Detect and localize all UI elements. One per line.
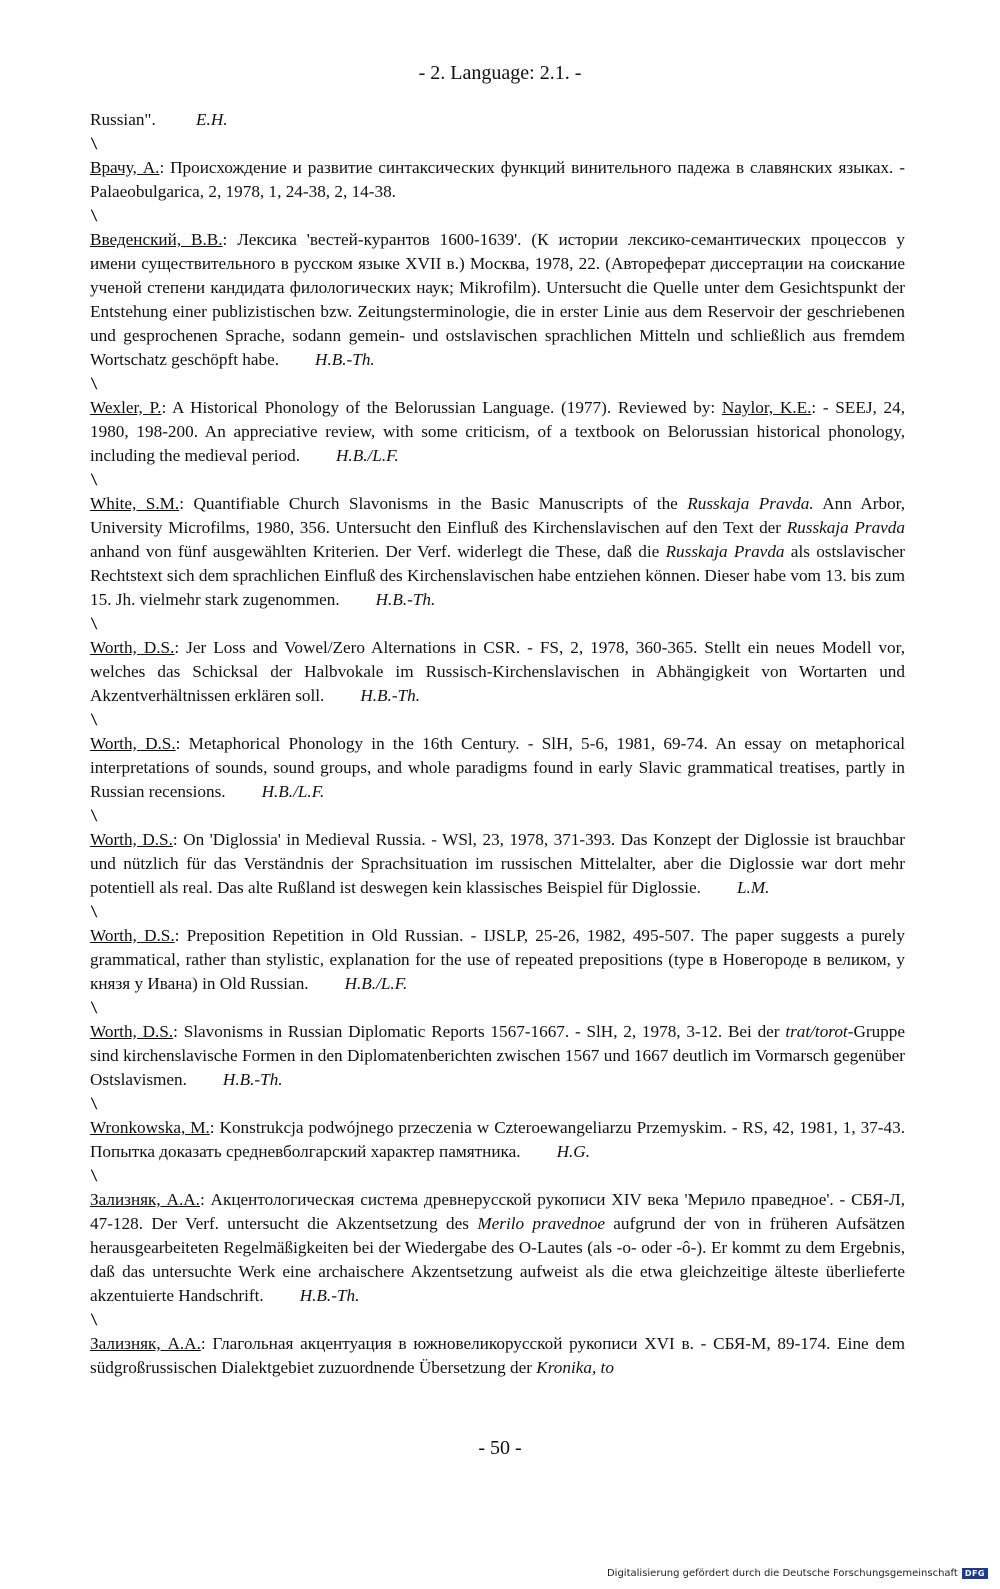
entry-text: : Konstrukcja podwójnego przeczenia w Czteroewangeliarzu Przemyskim. - RS, 42, 1981, 1, 37-43. Попытка доказать средневболгарский характер памятника.	[90, 1118, 905, 1161]
entry-text: als ostslavischer Rechtstext sich dem sprachlichen Einfluß des Kirchenslavischen habe entziehen können. Dieser habe vom 13. bis zum 15. Jh. vielmehr stark zugenommen.	[90, 542, 905, 609]
entry-text: : Quantifiable Church Slavonisms in the Basic Manuscripts of the	[179, 494, 688, 513]
dfg-logo-icon: DFG	[962, 1568, 988, 1579]
entry-text: -Gruppe sind kirchenslavische Formen in den Diplomatenberichten zwischen 1567 und 1667 deutlich im Vormarsch gegenüber Ostslavismen.	[90, 1022, 905, 1089]
entry-text: : Акцентологическая система древнерусской рукописи XIV века 'Мерило праведное'. - СБЯ-Л, 47-128. Der Verf. untersucht die Akzentsetzung des	[90, 1190, 906, 1233]
reviewer-signature: H.B.-Th.	[375, 590, 436, 609]
entry-author: Worth, D.S.	[90, 926, 175, 945]
bibliography-entry	[90, 636, 905, 708]
entry-text: Ann Arbor, University Microfilms, 1980, 356. Untersucht den Einfluß des Kirchenslavischen auf den Text der	[90, 494, 905, 537]
reviewer-signature: H.B.-Th.	[299, 1286, 360, 1305]
bibliography-entry	[90, 924, 905, 996]
entry-author: White, S.M.	[90, 494, 180, 513]
entry-separator: \	[90, 208, 99, 224]
entry-text: : Jer Loss and Vowel/Zero Alternations in CSR. - FS, 2, 1978, 360-365. Stellt ein neues Modell vor, welches das Schicksal der Halbvokale im Russisch-Kirchenslavischen in Abhängigkeit von Wortarten und Akzentverhältnissen erklären soll.	[90, 638, 905, 705]
bibliography-entry	[90, 1332, 905, 1380]
entry-text: : On 'Diglossia' in Medieval Russia. - WSl, 23, 1978, 371-393. Das Konzept der Diglossie ist brauchbar und nützlich für das Verständnis der Sprachsituation im russischen Mittelalter, aber die Diglossie war dort mehr potentiell als real. Das alte Rußland ist deswegen kein klassisches Beispiel für Diglossie.	[90, 830, 905, 897]
entry-separator: \	[90, 1312, 99, 1328]
entry-author: Wronkowska, M.	[90, 1118, 210, 1137]
entry-text: : Preposition Repetition in Old Russian. - IJSLP, 25-26, 1982, 495-507. The paper suggests a purely grammatical, rather than stylistic, explanation for the use of repeated prepositions (type в Новегороде в великом, у князя у Ивана) in Old Russian.	[90, 926, 905, 993]
bibliography-list	[90, 108, 905, 1380]
entry-text: : Metaphorical Phonology in the 16th Century. - SlH, 5-6, 1981, 69-74. An essay on metaphorical interpretations of sounds, sound groups, and whole paradigms found in early Slavic grammatical treatises, partly in Russian recensions.	[90, 734, 905, 801]
entry-author: Зализняк, А.А.	[90, 1190, 200, 1209]
reviewer-signature: H.B./L.F.	[344, 974, 408, 993]
entry-separator: \	[90, 712, 99, 728]
reviewer-signature: H.B./L.F.	[336, 446, 399, 465]
entry-text: : A Historical Phonology of the Belorussian Language. (1977). Reviewed by:	[161, 398, 722, 417]
entry-text: : Происхождение и развитие синтаксических функций винительного падежа в славянских языках. - Palaeobulgarica, 2, 1978, 1, 24-38, 2, 14-38.	[90, 158, 905, 201]
entry-author: Worth, D.S.	[90, 1022, 174, 1041]
running-header: - 2. Language: 2.1. -	[418, 62, 582, 84]
italic-title: trat/torot	[785, 1022, 848, 1041]
reviewer-signature: L.M.	[736, 878, 770, 897]
reviewer-signature: E.H.	[196, 110, 228, 129]
reviewer-name: Naylor, K.E.	[721, 398, 812, 417]
entry-text: : Slavonisms in Russian Diplomatic Reports 1567-1667. - SlH, 2, 1978, 3-12. Bei der	[173, 1022, 786, 1041]
entry-separator: \	[90, 472, 99, 488]
italic-title: Russkaja Pravda	[665, 542, 785, 561]
entry-author: Зализняк, А.А.	[90, 1334, 201, 1353]
page-number: - 50 -	[478, 1437, 522, 1459]
entry-text: : Лексика 'вестей-курантов 1600-1639'. (К истории лексико-семантических процессов у имени существительного в русском языке XVII в.) Москва, 1978, 22. (Автореферат диссертации на соискание ученой степени кандидата филологических наук; Mikrofilm). Untersucht die Quelle unter dem Gesichtspunkt der Entstehung einer publizistischen bzw. Zeitungsterminologie, die in erster Linie aus dem Reservoir der geschriebenen und gesprochenen Sprache, sodann gemein- und ostslavischen sprachlichen Mitteln und schließlich aus fremdem Wortschatz geschöpft habe.	[90, 230, 905, 369]
reviewer-signature: H.G.	[556, 1142, 590, 1161]
reviewer-signature: H.B.-Th.	[360, 686, 421, 705]
bibliography-entry	[90, 732, 905, 804]
bibliography-entry	[90, 828, 905, 900]
reviewer-signature: H.B./L.F.	[261, 782, 325, 801]
entry-author: Врачу, А.	[90, 158, 160, 177]
entry-separator: \	[90, 136, 99, 152]
credit-text: Digitalisierung gefördert durch die Deutsche Forschungsgemeinschaft	[606, 1568, 958, 1579]
bibliography-entry	[90, 492, 905, 612]
entry-separator: \	[90, 904, 99, 920]
bibliography-entry	[90, 228, 905, 372]
entry-separator: \	[90, 376, 99, 392]
italic-title: Russkaja Pravda.	[687, 494, 814, 513]
entry-text: aufgrund der von in früheren Aufsätzen herausgearbeiteten Regelmäßigkeiten bei der Wiedergabe des O-Lautes (als -o- oder -ô-). Er kommt zu dem Ergebnis, daß das untersuchte Werk eine archaischere Akzentsetzung aufweist als die etwa gleichzeitige älteste überlieferte akzentuierte Handschrift.	[90, 1214, 906, 1305]
entry-text: anhand von fünf ausgewählten Kriterien. Der Verf. widerlegt die These, daß die	[90, 542, 666, 561]
entry-author: Worth, D.S.	[90, 638, 175, 657]
entry-author: Worth, D.S.	[90, 830, 173, 849]
italic-title: Merilo pravednoe	[477, 1214, 605, 1233]
italic-title: Russkaja Pravda	[786, 518, 905, 537]
continued-text-body: Russian".	[90, 110, 156, 129]
entry-separator: \	[90, 1000, 99, 1016]
bibliography-entry	[90, 396, 905, 468]
entry-separator: \	[90, 1096, 99, 1112]
entry-text: : - SEEJ, 24, 1980, 198-200. An appreciative review, with some criticism, of a textbook on Belorussian historical phonology, including the medieval period.	[90, 398, 906, 465]
digitization-credit	[607, 1568, 988, 1579]
bibliography-entry	[90, 1020, 905, 1092]
bibliography-entry	[90, 1188, 905, 1308]
entry-separator: \	[90, 808, 99, 824]
entry-text: : Глагольная акцентуация в южновеликорусской рукописи XVI в. - СБЯ-М, 89-174. Eine dem südgroßrussischen Dialektgebiet zuzuordnende Übersetzung der	[90, 1334, 906, 1377]
entry-author: Wexler, P.	[90, 398, 162, 417]
bibliography-entry	[90, 156, 905, 204]
entry-separator: \	[90, 1168, 99, 1184]
bibliography-entry	[90, 1116, 905, 1164]
continued-text	[90, 108, 905, 132]
entry-separator: \	[90, 616, 99, 632]
entry-author: Введенский, В.В.	[90, 230, 223, 249]
entry-author: Worth, D.S.	[90, 734, 176, 753]
reviewer-signature: H.B.-Th.	[222, 1070, 283, 1089]
reviewer-signature: H.B.-Th.	[315, 350, 375, 369]
italic-title: Kronika, to	[536, 1358, 614, 1377]
